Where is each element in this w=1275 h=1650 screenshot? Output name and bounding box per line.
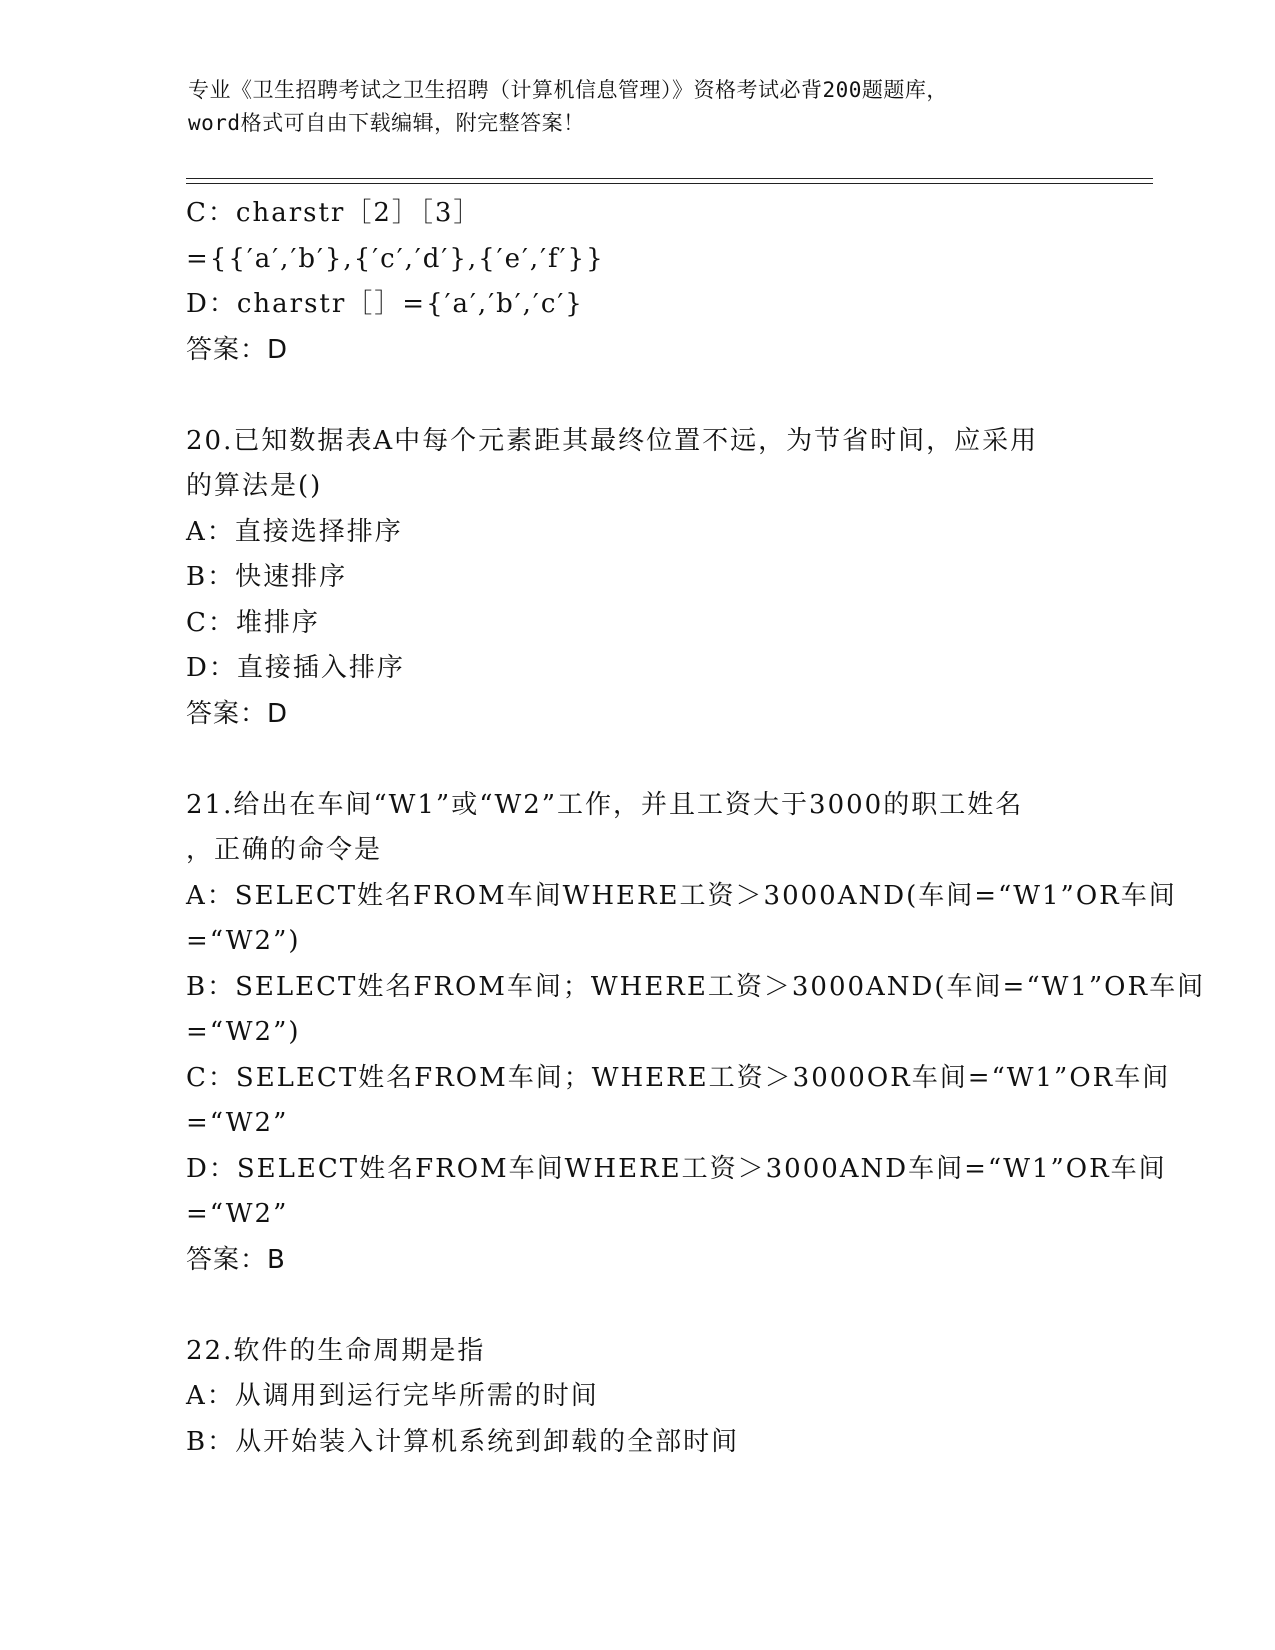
option-a-line-2: =“W2”) — [186, 926, 301, 956]
option-b: B：快速排序 — [186, 562, 348, 592]
option-c-line-2: =“W2” — [186, 1108, 289, 1138]
option-d: D：直接插入排序 — [186, 653, 405, 683]
question-list — [186, 191, 1206, 1465]
question-stem-line-1: 20.已知数据表A中每个元素距其最终位置不远，为节省时间，应采用 — [186, 425, 1039, 456]
option-d-line-1: D：SELECT姓名FROM车间WHERE工资＞3000AND车间=“W1”OR车间 — [186, 1153, 1167, 1184]
option-c-line-1: C：SELECT姓名FROM车间；WHERE工资＞3000OR车间=“W1”OR车间 — [186, 1062, 1171, 1093]
option-b: B：从开始装入计算机系统到卸载的全部时间 — [186, 1426, 740, 1457]
option-a: A：从调用到运行完毕所需的时间 — [186, 1381, 599, 1411]
spacer — [186, 1283, 1086, 1329]
question-22 — [186, 1329, 1086, 1466]
option-b-line-1: B：SELECT姓名FROM车间；WHERE工资＞3000AND(车间=“W1”OR车间 — [186, 971, 1206, 1002]
option-a: A：直接选择排序 — [186, 516, 403, 547]
header-divider-bottom — [186, 183, 1153, 184]
option-a-line-1: A：SELECT姓名FROM车间WHERE工资＞3000AND(车间=“W1”OR车间 — [186, 880, 1177, 911]
option-c-line-2: ={{′a′,′b′},{′c′,′d′},{′e′,′f′}} — [186, 243, 605, 274]
question-stem-line-2: ，正确的命令是 — [186, 835, 383, 865]
answer-21: 答案：B — [186, 1244, 286, 1275]
option-d: D：charstr［］={′a′,′b′,′c′} — [186, 289, 584, 319]
option-c: C：堆排序 — [186, 607, 320, 638]
document-header — [188, 74, 1088, 140]
question-21 — [186, 783, 1206, 1284]
answer-20: 答案：D — [186, 698, 289, 729]
question-19-continued — [186, 191, 1086, 373]
option-b-line-2: =“W2”) — [186, 1017, 301, 1047]
question-stem-line-1: 21.给出在车间“W1”或“W2”工作，并且工资大于3000的职工姓名 — [186, 789, 1024, 820]
question-stem-line-1: 22.软件的生命周期是指 — [186, 1335, 486, 1366]
header-divider-top — [186, 178, 1153, 179]
spacer — [186, 373, 1086, 419]
spacer — [186, 737, 1086, 783]
header-title-line-1: 专业《卫生招聘考试之卫生招聘（计算机信息管理）》资格考试必背200题题库， — [188, 78, 948, 102]
header-title-line-2: word格式可自由下载编辑，附完整答案！ — [188, 111, 585, 135]
option-d-line-2: =“W2” — [186, 1199, 289, 1229]
question-20 — [186, 419, 1086, 738]
question-stem-line-2: 的算法是() — [186, 471, 323, 501]
answer-19: 答案：D — [186, 334, 289, 365]
option-c-line-1: C：charstr［2］［3］ — [186, 198, 482, 228]
